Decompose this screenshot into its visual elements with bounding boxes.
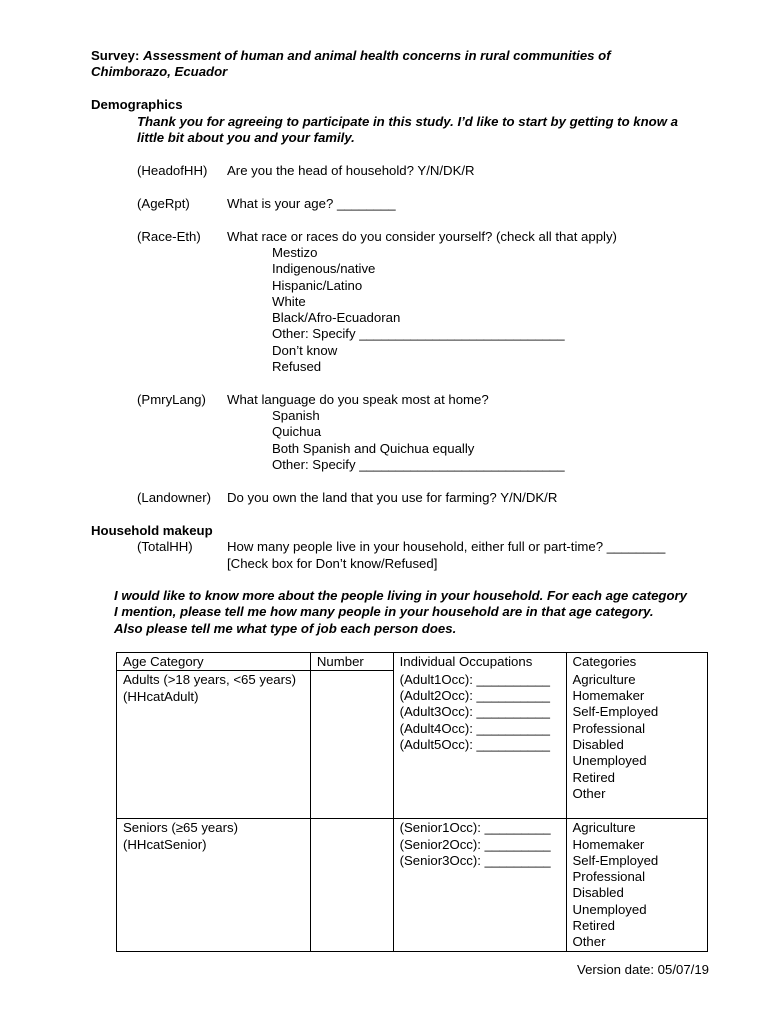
question-code-headofhh: (HeadofHH) [137,163,208,178]
question-code-landowner: (Landowner) [137,490,212,505]
occupation-field[interactable]: (Senior2Occ): _________ [399,836,551,852]
option-item: Other: Specify ____________________________ [272,326,565,342]
category-item: Retired [572,769,616,785]
occupation-field[interactable]: (Adult1Occ): __________ [399,671,550,687]
category-item: Self-Employed [572,704,659,720]
category-item: Other [572,785,606,801]
category-item: Unemployed [572,753,647,769]
age-category-cell [117,819,311,951]
occupation-field[interactable]: (Adult5Occ): __________ [399,736,550,752]
question-code-race-eth: (Race-Eth) [137,229,201,244]
option-item: Mestizo [272,245,318,260]
age-category-label: Seniors (≥65 years) [123,820,238,836]
age-category-label: Adults (>18 years, <65 years) [123,672,296,688]
demographics-intro-line2: little bit about you and your family. [137,130,355,146]
household-table [116,652,708,952]
option-item: Both Spanish and Quichua equally [272,440,475,456]
option-item: Other: Specify ____________________________ [272,456,565,472]
option-item: Don’t know [272,342,338,358]
totalhh-note: [Check box for Don’t know/Refused] [227,556,438,571]
question-text-headofhh: Are you the head of household? Y/N/DK/R [227,163,475,178]
survey-title [91,48,611,81]
option-item: Quichua [272,424,322,440]
household-heading: Household makeup [91,523,213,538]
number-cell[interactable] [310,671,393,819]
question-code-totalhh: (TotalHH) [137,539,193,554]
category-item: Homemaker [572,836,645,852]
household-intro-line1: I would like to know more about the people living in your household. For each age category [114,588,687,603]
category-item: Professional [572,869,646,885]
household-intro-line2: I mention, please tell me how many people in your household are in that age category. [114,604,654,620]
occupation-field[interactable]: (Adult4Occ): __________ [399,720,550,736]
category-item: Retired [572,918,616,934]
survey-title-line2: Chimborazo, Ecuador [91,64,228,80]
occupation-field[interactable]: (Senior3Occ): _________ [399,852,551,868]
table-header-row [117,653,708,671]
demographics-intro-line1: Thank you for agreeing to participate in this study. I’d like to start by getting to know a [137,114,678,129]
category-item: Disabled [572,736,624,752]
option-item: Refused [272,359,322,375]
category-item: Other [572,934,606,950]
table-header: Number [310,653,393,671]
survey-title-line1: Assessment of human and animal health concerns in rural communities of [143,48,611,63]
category-item: Agriculture [572,671,636,687]
category-item: Self-Employed [572,852,659,868]
option-item: Hispanic/Latino [272,277,363,293]
option-item: Black/Afro-Ecuadoran [272,310,401,326]
demographics-intro [137,114,678,147]
question-text-landowner: Do you own the land that you use for farming? Y/N/DK/R [227,490,558,505]
demographics-heading: Demographics [91,97,183,112]
age-category-code: (HHcatSenior) [123,836,207,852]
question-text-pmrylang: What language do you speak most at home? [227,392,489,407]
category-item: Homemaker [572,688,645,704]
question-code-agerpt: (AgeRpt) [137,196,190,211]
categories-cell [566,671,708,819]
table-row [117,671,708,819]
survey-label: Survey: [91,48,140,63]
option-item: Spanish [272,408,320,423]
option-item: Indigenous/native [272,261,376,277]
table-header: Age Category [117,653,311,671]
question-text-race-eth: What race or races do you consider yourself? (check all that apply) [227,229,617,244]
option-item: White [272,293,306,309]
occupation-field[interactable]: (Senior1Occ): _________ [399,820,551,836]
categories-cell [566,819,708,951]
occupation-field[interactable]: (Adult3Occ): __________ [399,704,550,720]
table-row [117,819,708,951]
pmrylang-options [272,408,565,473]
occupations-cell [393,671,566,819]
question-code-pmrylang: (PmryLang) [137,392,206,407]
race-eth-options [272,245,565,375]
category-item: Disabled [572,885,624,901]
category-item: Professional [572,720,646,736]
category-item: Unemployed [572,901,647,917]
household-intro-line3: Also please tell me what type of job each person does. [114,620,457,636]
number-cell[interactable] [310,819,393,951]
question-text-agerpt: What is your age? ________ [227,196,396,211]
category-item: Agriculture [572,820,636,836]
table-header: Categories [566,653,708,671]
age-category-code: (HHcatAdult) [123,688,199,704]
occupations-cell [393,819,566,951]
question-text-totalhh: How many people live in your household, either full or part-time? ________ [227,539,666,554]
age-category-cell [117,671,311,819]
version-date: Version date: 05/07/19 [577,962,709,977]
table-header: Individual Occupations [393,653,566,671]
occupation-field[interactable]: (Adult2Occ): __________ [399,688,550,704]
household-intro [114,588,687,637]
